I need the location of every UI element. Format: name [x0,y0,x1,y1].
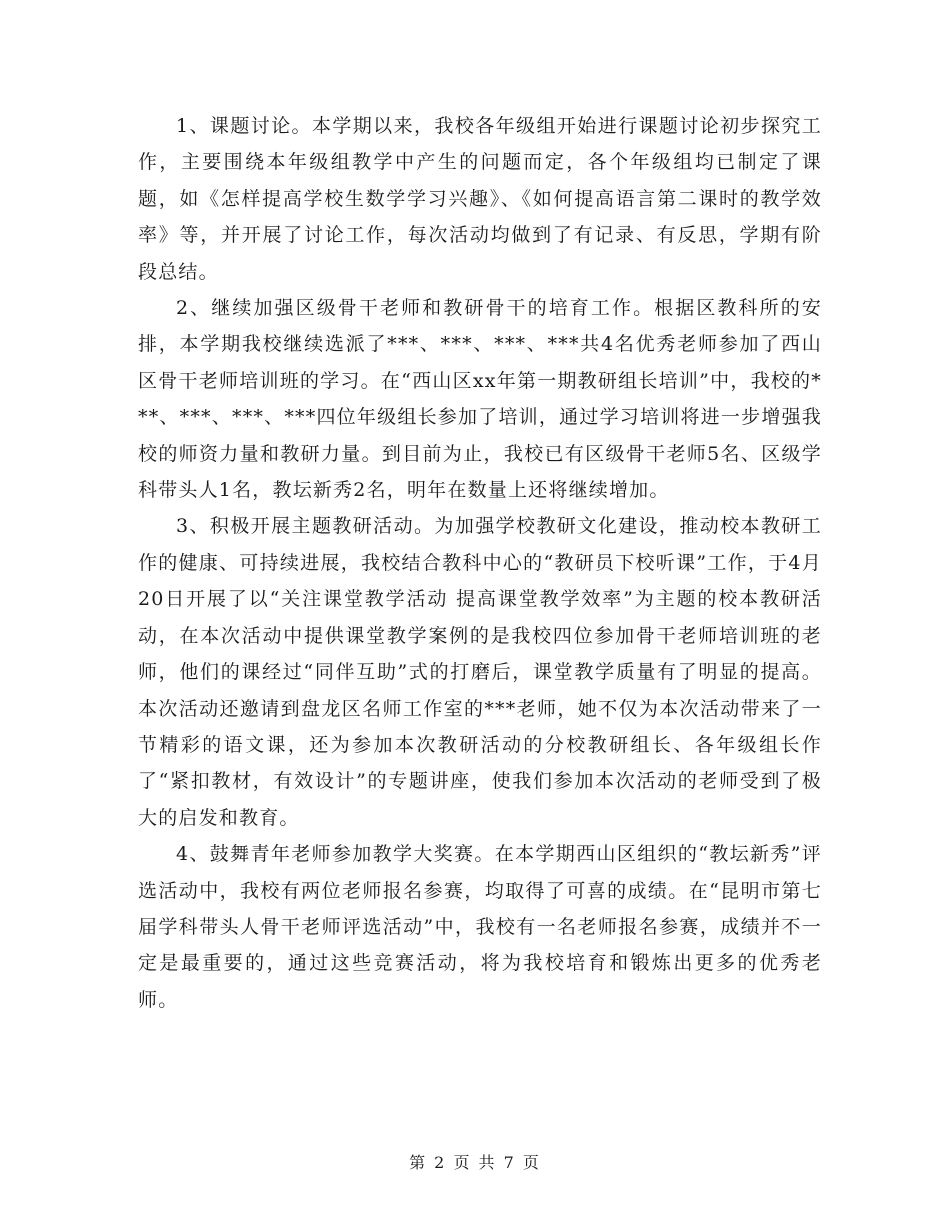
document-body [138,108,822,1018]
paragraph-theme-activity: 3、积极开展主题教研活动。为加强学校教研文化建设，推动校本教研工作的健康、可持续进展，我校结合教科中心的“教研员下校听课”工作，于4月20日开展了以“关注课堂教学活动 提高课堂教学效率”为主题的校本教研活动，在本次活动中提供课堂教学案例的是我校四位参加骨干老师培训班的老师，他们的课经过“同伴互助”式的打磨后，课堂教学质量有了明显的提高。本次活动还邀请到盘龙区名师工作室的***老师，她不仅为本次活动带来了一节精彩的语文课，还为参加本次教研活动的分校教研组长、各年级组长作了“紧扣教材，有效设计”的专题讲座，使我们参加本次活动的老师受到了极大的启发和教育。 [138,515,822,829]
paragraph-backbone-teachers: 2、继续加强区级骨干老师和教研骨干的培育工作。根据区教科所的安排，本学期我校继续选派了***、***、***、***共4名优秀老师参加了西山区骨干老师培训班的学习。在“西山区xx年第一期教研组长培训”中，我校的***、***、***、***四位年级组长参加了培训，通过学习培训将进一步增强我校的师资力量和教研力量。到目前为止，我校已有区级骨干老师5名、区级学科带头人1名，教坛新秀2名，明年在数量上还将继续增加。 [138,297,822,502]
page-number-footer: 第 2 页 共 7 页 [409,1153,541,1172]
paragraph-teaching-competition: 4、鼓舞青年老师参加教学大奖赛。在本学期西山区组织的“教坛新秀”评选活动中，我校有两位老师报名参赛，均取得了可喜的成绩。在“昆明市第七届学科带头人骨干老师评选活动”中，我校有一名老师报名参赛，成绩并不一定是最重要的，通过这些竞赛活动，将为我校培育和锻炼出更多的优秀老师。 [138,843,822,1011]
paragraph-research-topics: 1、课题讨论。本学期以来，我校各年级组开始进行课题讨论初步探究工作，主要围绕本年级组教学中产生的问题而定，各个年级组均已制定了课题，如《怎样提高学校生数学学习兴趣》、《如何提高语言第二课时的教学效率》等，并开展了讨论工作，每次活动均做到了有记录、有反思，学期有阶段总结。 [138,115,822,283]
